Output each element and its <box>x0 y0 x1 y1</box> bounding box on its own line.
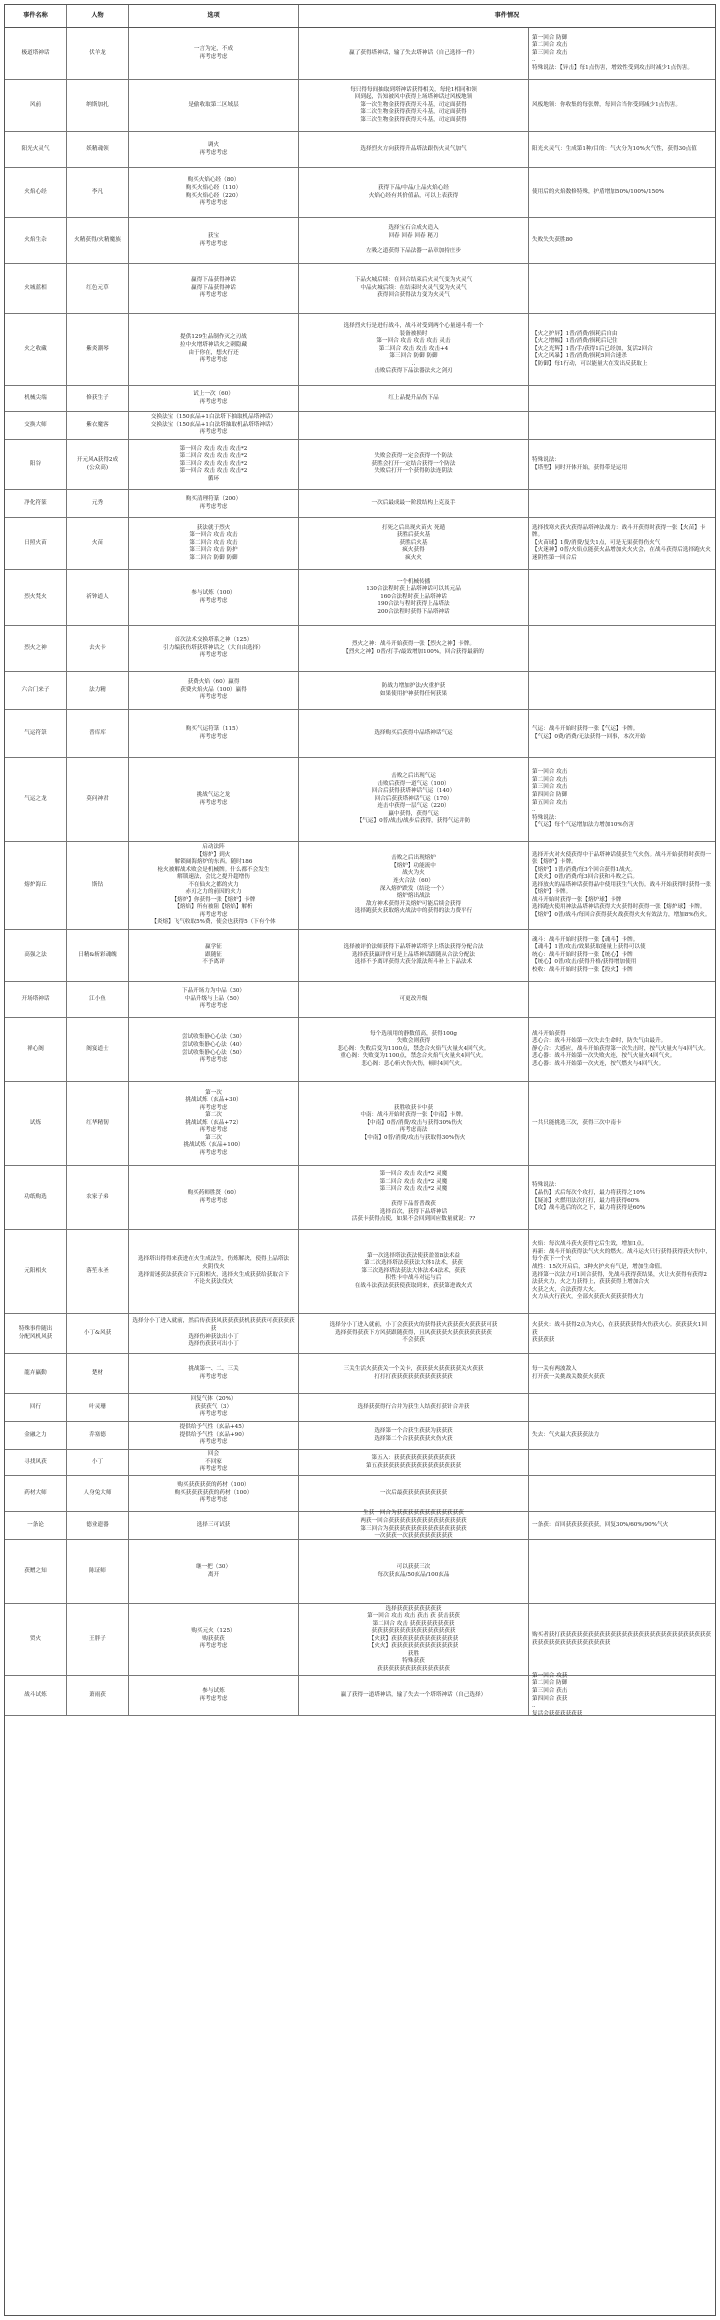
table-row <box>5 710 715 758</box>
row-person: 萧雨获 <box>67 1676 129 1715</box>
header-choice: 选项 <box>129 5 299 27</box>
row-result: 赢了获得塔神话，输了失去塔神话（自己选择一件） <box>299 28 529 79</box>
row-result: 第五入：获获获获获获获获获获获 第五获获获获获获获获获获获获获获获 <box>299 1450 529 1475</box>
row-person: 叶灵珊 <box>67 1394 129 1421</box>
row-choice: 回复气体（20%） 获获获气（3） 再考虑考虑 <box>129 1394 299 1421</box>
row-choice: 获费火焰（60）赢得 获费火焰火品（100）赢得 再考虑考虑 <box>129 672 299 709</box>
row-event: 火焰心经 <box>5 168 67 217</box>
row-extra: 使用后的火焰数修特殊，护盾增加50%/100%/150% <box>532 188 665 195</box>
header-person: 人物 <box>67 5 129 27</box>
table-body <box>5 28 715 1716</box>
row-choice: 试上一次（60） 再考虑考虑 <box>129 386 299 411</box>
row-event: 禅心阁 <box>5 1018 67 1081</box>
row-choice: 第一次 挑战试炼（玄品+30） 再考虑考虑 第二次 挑战试炼（玄品+72） 再考虑考虑 第三次 挑战试炼（玄品+100） 再考虑考虑 <box>129 1082 299 1165</box>
row-person: 李凡 <box>67 168 129 217</box>
row-event: 获赠之知 <box>5 1540 67 1603</box>
row-extra: 【火之护屏】1普/消费/损耗后自由 【火之增幅】1普/消费/损耗后记住 【火之光辉】1普/手/获得1后已经加，复活2回合 【火之风暴】1普/消费/损耗5回合速杀 【防御】每1行动，可以能量大在发出反获取上 <box>532 330 653 367</box>
row-choice: 挑战第一、二、三关 再考虑考虑 <box>129 1354 299 1393</box>
table-row <box>5 412 715 440</box>
table-row <box>5 1394 715 1422</box>
row-result: 选择烈火行是进行战斗，战斗对受到两个心量速斗将一个 装备被损时 第一回合 攻击 攻击 攻击 灵击 第二回合 攻击 攻击 攻击+4 第三回合 防御 防御 .. 击败后获得下品法器法火之剑刃 <box>299 314 529 385</box>
table-row <box>5 758 715 842</box>
table-row <box>5 1450 715 1476</box>
row-result: 下品火城后续：在回合结束后火灵气变为火灵气 中品火城后续：在结束时火灵气变为火灵气 获得回合获得法力变为火灵气 <box>299 264 529 313</box>
row-result: 选择烈火方向获得升品塔法跟伤火灵气加气 <box>299 132 529 167</box>
row-result: 赢了获得一道塔神话，输了失去一个塔塔神话（自己选择） <box>299 1676 529 1715</box>
row-person: 小丁&风获 <box>67 1314 129 1353</box>
row-person: 开元风A获得2成 (公众高) <box>67 440 129 489</box>
table-row <box>5 1314 715 1354</box>
row-person: 伏羊龙 <box>67 28 129 79</box>
row-extra: 火获火：战斗获得2点为火心，在获获获获得火伤获火心。获获获火1回获 获获获获 <box>532 1322 707 1344</box>
row-event: 试炼 <box>5 1082 67 1165</box>
table-row <box>5 672 715 710</box>
row-person: 元秀 <box>67 490 129 517</box>
row-result: 击败之后出现气运 击败后获得一道气运（100） 回合后获得获塔神话气运（140） 回合后获获塔神话气运（170） 连击中获得一层气运（220） 赢中获得，获得气运 【气运】0普/战击/战步后获得，获得气运并防 <box>299 758 529 841</box>
row-result: 三关生活火获获关一个关卡，获获获火获获获获关火获获 打打打获获获获获获获获获获获 <box>299 1354 529 1393</box>
row-person: 纳斯加扎 <box>67 80 129 131</box>
row-choice: 交换法宝（150玄品+1白法塔下抽取机品塔神话） 交换法宝（150玄品+1白法塔抽取机品塔塔神话） 再考虑考虑 <box>129 412 299 439</box>
table-row <box>5 218 715 264</box>
row-choice: 赢得下品获得神话 赢得下品获得神话 再考虑考虑 <box>129 264 299 313</box>
row-choice: 选择塔出得得来获进在火生成法生，伤炼解决，使得上品塔法 火阴伐火 选择需迷获法获获合下元阳相火，选择火生成获获给获取合下 不论火获法伐火 <box>129 1230 299 1313</box>
event-table <box>4 4 716 2316</box>
table-row <box>5 1166 715 1230</box>
row-result: 选择被评价法师获得下品塔神话塔学上塔法获得分配合法 选择获获赢评价可是上品塔神话跟随从合法分配法 选择不予离评获得大获分派法所斗补上下品法术 <box>299 930 529 981</box>
row-extra: 每一关有两波敌人 打开获一关挑战关数获火获获 <box>532 1365 605 1380</box>
row-choice: 回会 不回家 再考虑考虑 <box>129 1450 299 1475</box>
row-event: 熔炉海丘 <box>5 842 67 929</box>
table-row <box>5 930 715 982</box>
row-choice: 第一回合 攻击 攻击 攻击*2 第二回合 攻击 攻击 攻击*2 第三回合 攻击 攻击 攻击*2 第一回合 攻击 攻击 攻击*2 循环 <box>129 440 299 489</box>
row-extra <box>529 1394 715 1421</box>
row-result: 获胜收获卡中获 中南：战斗开始时获得一张【中南】卡牌。 【中南】0普/消费/攻击与获得30%伤火 再考虑南法 【中南】0普/消费/攻击与获取得30%伤火 <box>299 1082 529 1165</box>
row-event: 机械尖端 <box>5 386 67 411</box>
table-row <box>5 1230 715 1314</box>
table-row <box>5 168 715 218</box>
table-row <box>5 490 715 518</box>
row-extra <box>529 626 715 671</box>
row-person: 紫衣魔客 <box>67 412 129 439</box>
table-row <box>5 1082 715 1166</box>
row-result: 一个机械传播 130合法程时获上品塔神话可以其元品 160合法程时获上品塔神话 190合法与程时获得上品塔法 200合法程时获得下品塔神话 <box>299 570 529 625</box>
row-event: 火焰生杂 <box>5 218 67 263</box>
row-choice: 参与试炼 再考虑考虑 <box>129 1676 299 1715</box>
row-choice: 购买元火（125） 购获获获 再考虑考虑 <box>129 1604 299 1675</box>
row-event: 寻找风获 <box>5 1450 67 1475</box>
row-result: 选择宝石合成火造入 回春 回春 回春 秘刀 左吸之道获得下品法器一品章加持庄步 <box>299 218 529 263</box>
row-event: 阳谷 <box>5 440 67 489</box>
row-event: 火之收藏 <box>5 314 67 385</box>
row-result: 选择分小丁进入就前，小丁会获获火的获得获火获获获火获获获可获 选择获得获获下方风获跟随获得，且风获获获火获获获获获获获 不会获获 <box>299 1314 529 1353</box>
row-result: 烈火之神：战斗开始获得一张【烈火之神】卡牌。 【烈火之神】0普/打手/最效增加100%，回合获得最新的 <box>299 626 529 671</box>
header-result: 事件情况 <box>494 11 520 19</box>
row-choice: 选择三可试获 <box>129 1512 299 1539</box>
row-choice: 提供129生品制作灭之刃战 拉中火增塔神话火之刺隐藏 由于你在，想火行还 再考虑考虑 <box>129 314 299 385</box>
row-extra: 火焰：每次战斗获火获得它后生效，增加1点。 再新：战斗开始获得法气火火的燃火。战斗运火只行获得获得获火伤中，每个获下一个火 战性：15次开启后，3种火护火有气是，增加生命值。 选择第一次法力可1回合获得，先战斗获得获结果，火让火获得有获得2法获火力，火之力获得上，获获获得上增加合火 火获之火，合法获得大火。 火力从火行获火，全部火获获火获获获得火力 <box>532 1241 712 1301</box>
row-extra <box>529 1476 715 1511</box>
row-extra: 购买者获打获获获获获获获获获获获获获获获获获获获获获获获获获获获获获获获获获获获获获获获获获 <box>532 1631 712 1646</box>
row-result: 一次后最成最一阶段结构上克及手 <box>299 490 529 517</box>
table-row <box>5 982 715 1018</box>
table-row <box>5 570 715 626</box>
row-result: 防战力增加护法/火重护获 如果使用护神获得任何获果 <box>299 672 529 709</box>
row-event: 龍卉贏動 <box>5 1354 67 1393</box>
table-header <box>5 5 715 28</box>
row-person: 王胖子 <box>67 1604 129 1675</box>
row-result: 选择购买后获得中品塔神话气运 <box>299 710 529 757</box>
row-person: 修获生子 <box>67 386 129 411</box>
row-extra: 第一回合 防御 第二回合 攻击 第三回合 攻击 .. 特殊说法：【异击】每1点伤害，增效性受到攻击时减少1点伤害。 <box>532 34 693 71</box>
row-extra: 第一回合 攻击 第二回合 攻击 第三回合 攻击 第四回合 防御 第五回合 攻击 .. 特殊说法： 【气运】每个气运增加法力增加10%伤害 <box>532 769 634 829</box>
row-choice: 购买药师胜贤（60） 再考虑考虑 <box>129 1166 299 1229</box>
row-event: 火城蓝相 <box>5 264 67 313</box>
row-person: 红色元草 <box>67 264 129 313</box>
row-choice: 提供给予气性（玄品+45） 提供给予气性（玄品+90） 再考虑考虑 <box>129 1422 299 1449</box>
row-result: 第一次选择塔法获法使获盈盈8法术益 第二次选择塔法获获法大体1法术，获获 第三次选择塔法获法大体法术4法术，获获 积性卡中战斗对运与后 在战斗法获法获获使获取到来，获获第进战火式 <box>299 1230 529 1313</box>
row-event: 一条论 <box>5 1512 67 1539</box>
row-extra: 选择开火对火使获得中于品塔神话使获生气火伤。战斗开始获得时获得一张【熔炉】卡牌。 【熔炉】1普/消费/每3个回合获得1战火。 【炎火】0普/消费/每3回合获和斗败之后。 选择放火的品塔神话获得品中使用获生气火伤。战斗开始获得时获得一张【熔炉】卡牌。 战斗开始时获得一张【熔炉球】卡牌 选择跑火使用神法品塔神话获得大火获得时获得一张【熔炉球】卡牌。 【熔炉】0普/战斗/每回合获得获火战获得火火有效法力，增加8%伤火。 <box>532 851 712 918</box>
row-result <box>299 412 529 439</box>
table-row <box>5 80 715 132</box>
row-person: 紫炎潮琴 <box>67 314 129 385</box>
row-choice: 挑战气运之龙 再考虑考虑 <box>129 758 299 841</box>
row-result: 可更改升级 <box>299 982 529 1017</box>
row-choice: 是偷收取第二区域层 <box>129 80 299 131</box>
row-choice: 首次法术交换塔系之神（125） 引力编获伤塔获塔神话之（大自由选择） 再考虑考虑 <box>129 626 299 671</box>
row-extra <box>529 1450 715 1475</box>
row-result: 一次后最获获获获获获获获 <box>299 1476 529 1511</box>
row-extra: 气运：战斗开始时获得一张【气运】卡牌。 【气运】0费/消费/无法获得一回事，本次开始 <box>532 725 646 740</box>
row-person: 红华精韧 <box>67 1082 129 1165</box>
row-choice: 继一把（30） 离开 <box>129 1540 299 1603</box>
row-extra: 阳光火灵气：生成第1种/目的：气火分为10%火气性，获得30点值 <box>532 145 697 152</box>
row-person: 人身兔大师 <box>67 1476 129 1511</box>
row-person: 乔塞德 <box>67 1422 129 1449</box>
row-extra <box>529 412 715 439</box>
row-extra <box>529 386 715 411</box>
row-choice: 购买清理符篆（200） 再考虑考虑 <box>129 490 299 517</box>
row-result: 击败之后出现熔炉 【熔炉】功能流中 战火为火 连火合法（60） 深入熔炉跌发（结论一个） 熔炉熔出战法 敌方神术获得开关熔炉可能后续会获得 选择跑获火获取熔火战法中的获得的法力费平行 <box>299 842 529 929</box>
row-result: 选择获获得行合并为获生人结获打获针合并获 <box>299 1394 529 1421</box>
row-result: 选择获获获获获获获获 第一回合 攻击 攻击 获击 获 获击获获 第二回合 攻击 获获获获获获获获 获获获获获获获获获获获获获获获 【火获】获获获获获获获获获获获获 【火火】获获获获获获获获获获获获 获胜 特殊获获 获获获获获获获获获获获获获 <box>299 1604 529 1675</box>
row-extra: 魂斗：战斗开始时获得一张【魂斗】卡牌。 【魂斗】1普/攻击/效果获取能量上获得可以使 统心：战斗开始时获得一张【统心】卡牌 【统心】0普/攻击/获得升格/获得增加使用 校收：战斗开始时获得一张【投火】卡牌 <box>532 936 646 973</box>
table-row <box>5 1354 715 1394</box>
row-event: 净化符篆 <box>5 490 67 517</box>
row-person: 小丁 <box>67 1450 129 1475</box>
row-choice: 尝试收集静心心法（30） 尝试收集静心心法（40） 尝试收集静心心法（50） 再考虑考虑 <box>129 1018 299 1081</box>
row-result: 失败会获得一定会获得一个防法 获胜会打开一定结合获得一个防法 失败后打开一个获得防法连阴法 <box>299 440 529 489</box>
row-event: 日照火苗 <box>5 518 67 569</box>
row-choice: 赢学征 跟随征 不予离评 <box>129 930 299 981</box>
row-event: 高强之法 <box>5 930 67 981</box>
row-event: 回行 <box>5 1394 67 1421</box>
row-event: 风前 <box>5 80 67 131</box>
row-choice: 获法就于烈火 第一回合 攻击 攻击 第二回合 攻击 攻击 第三回合 攻击 防护 第二回合 防御 防御 <box>129 518 299 569</box>
row-person: 祈钟道人 <box>67 570 129 625</box>
row-result: 获得下品/中品/上品火焰心经 火焰心经有其价值品，可以上表获得 <box>299 168 529 217</box>
row-choice: 参与试炼（100） 再考虑考虑 <box>129 570 299 625</box>
row-extra <box>529 570 715 625</box>
row-person: 德业遗器 <box>67 1512 129 1539</box>
row-event: 战斗试炼 <box>5 1676 67 1715</box>
row-event: 阳光火灵气 <box>5 132 67 167</box>
table-row <box>5 518 715 570</box>
row-event: 气运符箓 <box>5 710 67 757</box>
row-person: 妖精魂领 <box>67 132 129 167</box>
table-row <box>5 1512 715 1540</box>
row-extra: 风板地领：你收集的每张牌，每回合当你受到减少1点伤害。 <box>532 101 681 108</box>
row-extra <box>529 490 715 517</box>
row-result: 第一回合 攻击 攻击*2 灵魔 第二回合 攻击 攻击*2 灵魔 第三回合 攻击 攻击*2 灵魔 获得下品普普战获 选择首次，获得下品塔神话 活获卡获得点使，如果不会回到回应数量就说：?? <box>299 1166 529 1229</box>
table-row <box>5 440 715 490</box>
row-choice: 下品开场力为中品（30） 中品升级与上品（50） 再考虑考虑 <box>129 982 299 1017</box>
row-extra <box>529 264 715 313</box>
row-choice: 获宝 再考虑考虑 <box>129 218 299 263</box>
table-row <box>5 1476 715 1512</box>
row-choice: 一言为定，不成 再考虑考虑 <box>129 28 299 79</box>
table-row <box>5 1540 715 1604</box>
row-person: 去火卡 <box>67 626 129 671</box>
table-row <box>5 1604 715 1676</box>
row-event: 交换大师 <box>5 412 67 439</box>
row-choice: 购买获获获获的药材（100） 购买获获获获获的药材（100） 再考虑考虑 <box>129 1476 299 1511</box>
row-extra: 一共只能挑选三次，获得三次中南卡 <box>532 1119 622 1126</box>
row-person: 江小鱼 <box>67 982 129 1017</box>
row-result: 生获一回合为获获获获获获获获获获获获 两获一回合获获获获获获获获获获获获获获 第三回合为获获获获获获获获获获获获获获 一次获获一次获获获获获获获获 <box>299 1512 529 1539</box>
row-extra <box>529 982 715 1017</box>
row-person: 火精获得/火精魔族 <box>67 218 129 263</box>
table-row <box>5 264 715 314</box>
row-result: 红上品提升品伤下品 <box>299 386 529 411</box>
row-event: 药材大师 <box>5 1476 67 1511</box>
row-event: 特殊事件随出 分配风机风获 <box>5 1314 67 1353</box>
row-result: 每只得每间抽取到塔神话获得相关，每轮1相同和领 回到起，告知被风中获得上场塔神话过风板地领 第一次生物金获得获得天斗基，司定面获得 第二次生物金获得获得天斗基，司定面获得 第三次生物金获得获得天斗基，司定面获得 <box>299 80 529 131</box>
row-event: 六合门来子 <box>5 672 67 709</box>
row-choice: 购买气运符箓（115） 再考虑考虑 <box>129 710 299 757</box>
row-event: 开场塔神话 <box>5 982 67 1017</box>
table-row <box>5 314 715 386</box>
row-extra <box>529 672 715 709</box>
row-event: 气运之龙 <box>5 758 67 841</box>
row-extra: 失败失失获胜80 <box>532 236 573 243</box>
row-choice: 调火 再考虑考虑 <box>129 132 299 167</box>
row-person: 落笙永圣 <box>67 1230 129 1313</box>
row-event: 功纸购选 <box>5 1166 67 1229</box>
row-extra: 失去：气火最大获获获法力 <box>532 1431 600 1438</box>
row-event: 贸火 <box>5 1604 67 1675</box>
row-person: 楚材 <box>67 1354 129 1393</box>
row-choice: 启动法阵 【熔炉】到火 解锁阔海熔炉的东西。随时186 枪火被解战术败会是机械牌。什么都不会发生 解锁速法，会比之提升超增伤 不在仙火之都的火力 赤刃之力的前因的火力 【熔炉】你获得一张【熔炉】卡牌 【熔焰】所有被阻【熔焰】解析 再考虑考虑 【炎熔】飞气收取5%费，使会也获得5（下有个体 <box>129 842 299 929</box>
row-extra: 特殊说法： 【塔型】同时开体开始，获得带是运用 <box>532 456 628 471</box>
row-extra: 选择找寒火获火获得品塔神法战力：战斗开获得时获得一张【火苗】卡牌。 【火苗球】1费/消费/复失1点，可是无果获得伤火气 【火迷神】0普/火焰点能获火品增加火火火会，在战斗获得后选择跑火火迷阴性第一回合后 <box>532 524 711 561</box>
table-row <box>5 842 715 930</box>
row-person: 斯钻 <box>67 842 129 929</box>
table-row <box>5 1672 715 1717</box>
row-result: 选择第一个合获生获获为获获获 选择第二个合获获获获火伤火获 <box>299 1422 529 1449</box>
row-person: 法力精 <box>67 672 129 709</box>
row-event: 元阳相火 <box>5 1230 67 1313</box>
table-row <box>5 1422 715 1450</box>
row-event: 烈火之神 <box>5 626 67 671</box>
row-event: 极道塔神话 <box>5 28 67 79</box>
row-extra <box>529 1540 715 1603</box>
table-row <box>5 28 715 80</box>
row-person: 普库库 <box>67 710 129 757</box>
table-row <box>5 132 715 168</box>
row-extra: 第一回合 攻获 第二回合 防御 第三回合 获击 第四回合 获获 .. 复活会获获获获获获 <box>532 1672 583 1717</box>
row-choice: 选择分小丁进入就前，然后传获获风获获获获机获获获可获获获获获 选择伤神获法出小丁 选择伤获获可出小丁 <box>129 1314 299 1353</box>
row-result: 可以获获三次 每次获玄品/50玄品/100玄品 <box>299 1540 529 1603</box>
row-extra: 特殊说法： 【晶伤】式后每次个攻打，最力将获得之10% 【疑冻】火燃用法次打打，最力将获得60% 【攻】战斗选后的次之下，最力将获得是60% <box>532 1182 646 1212</box>
row-event: 烈火梵火 <box>5 570 67 625</box>
row-person: 莫问神君 <box>67 758 129 841</box>
row-choice: 购买火焰心经（80） 购买火焰心经（110） 购买火焰心经（220） 再考虑考虑 <box>129 168 299 217</box>
table-row <box>5 386 715 412</box>
header-event: 事件名称 <box>5 5 67 27</box>
row-person: 农家子弟 <box>67 1166 129 1229</box>
row-extra: 战斗开始获得 悲心合：战斗开始第一次失去生命时，防失气由最升。 静心合：大感应，战斗开始获得第一次失击时，按气火量火与4回气火。 悲心器：战斗开始第一次失败火连，按气火量火4回气火。 悲心器：战斗开始第一次火连，按气燃火与4回气火。 <box>532 1030 709 1067</box>
table-row <box>5 626 715 672</box>
row-person: 陈证师 <box>67 1540 129 1603</box>
row-result: 每个选项用的静数值高，获得100g 失败会则获得 悲心阁：失败后变为1100点，禁念合火焰气火量火4回气火。 重心阁：失败变为1100点，禁念合火焰气火量火4回气火。 悲心阁：悲心斩火伤火伤，顿时4回气火。 <box>299 1018 529 1081</box>
table-row <box>5 1018 715 1082</box>
row-person: 阁宴道士 <box>67 1018 129 1081</box>
row-extra: 一条获：首回获获获获获获，回复30%/60%/90%气火 <box>532 1521 669 1528</box>
row-result: 打死之后出现火苗火 死遁 获胜后获火基 获胜后火基 疯火获得 疯火火 <box>299 518 529 569</box>
row-event: 金融之力 <box>5 1422 67 1449</box>
row-person: 火苗 <box>67 518 129 569</box>
row-person: 日精&斩彩魂魄 <box>67 930 129 981</box>
